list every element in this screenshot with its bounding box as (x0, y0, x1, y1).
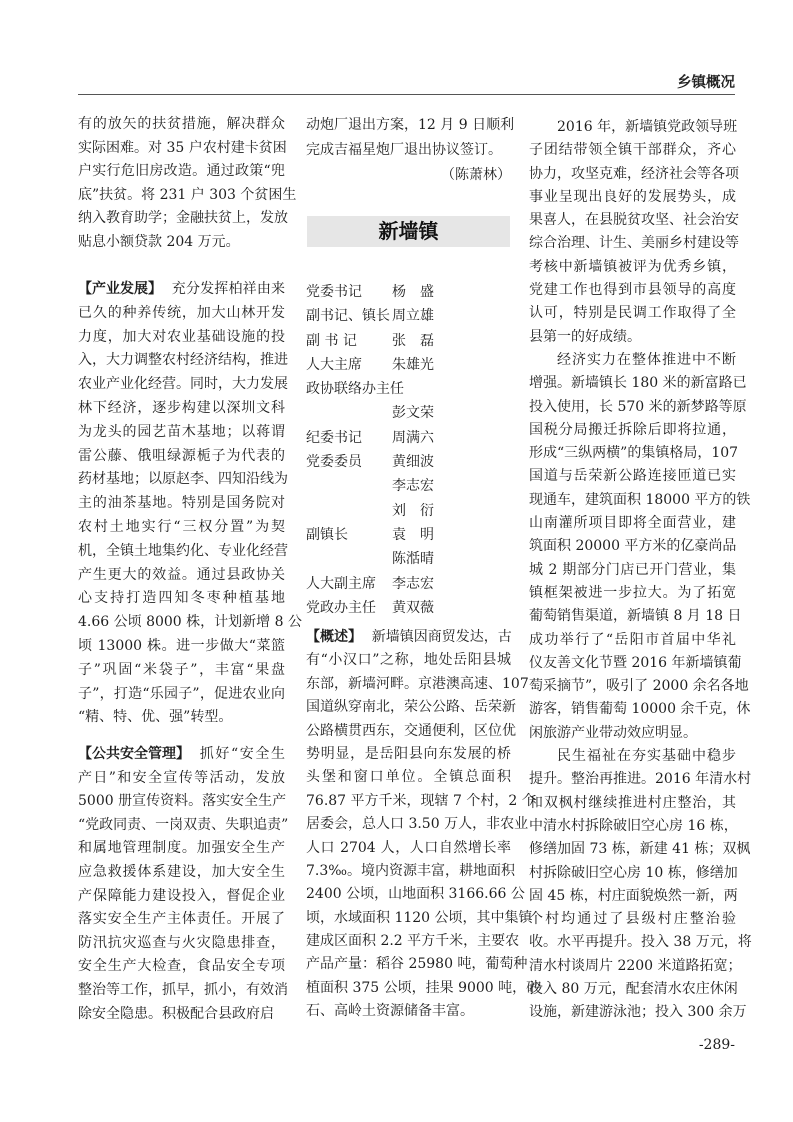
text-line: 事业呈现出良好的发展势头，成 (529, 188, 736, 205)
text-line: 设施，新建游泳池；投入 300 余万 (529, 1004, 747, 1021)
official-title (306, 499, 392, 523)
official-title (306, 547, 392, 571)
text-line: 5000 册宣传资料。落实安全生产 (78, 793, 287, 810)
paragraph (306, 113, 515, 163)
section-heading: 【公共安全管理】 (78, 746, 190, 762)
text-line: 有“小汉口”之称，地处岳阳县城 (306, 652, 511, 669)
official-name: 刘 衍 (392, 502, 434, 519)
text-line: 7.3‰。境内资源丰富，耕地面积 (306, 862, 516, 879)
official-title: 党政办主任 (306, 599, 376, 616)
text-line: 农业产业化经营。同时，大力发展 (78, 376, 288, 393)
text-line: 完成吉福星炮厂退出协议签订。 (306, 142, 502, 158)
text-line: 头堡和窗口单位。全镇总面积 (306, 769, 511, 786)
text-line: 综合治理、计生、美丽乡村建设等 (529, 235, 739, 252)
section-heading: 【产业发展】 (78, 281, 162, 297)
text-line: 形成“三纵两横”的集镇格局，107 (529, 445, 739, 462)
paragraph (529, 745, 752, 1025)
official-title: 纪委书记 (306, 429, 362, 446)
text-line: 入，大力调整农村经济结构，推进 (78, 352, 288, 369)
official-row (306, 547, 511, 571)
text-line: 机，全镇土地集约化、专业化经营 (78, 542, 288, 559)
text-line: 县第一的好成绩。 (529, 328, 641, 345)
text-line: 落实安全生产主体责任。开展了 (78, 911, 285, 928)
text-line: 整治等工作，抓早，抓小，有效消 (78, 981, 288, 998)
official-name: 周立雄 (392, 308, 434, 325)
text-line: 产生更大的效益。通过县政协关 (78, 566, 285, 583)
text-line-body: 充分发挥柏祥由来 (171, 281, 285, 297)
official-name: 朱雄光 (392, 356, 434, 373)
text-line: 山南灌所项目即将全面营业，建 (529, 515, 736, 532)
paragraph (529, 116, 739, 349)
text-line: 成功举行了“岳阳市首届中华礼 (529, 631, 736, 648)
text-line: 主的油茶基地。特别是国务院对 (78, 495, 285, 512)
text-line: 村拆除破旧空心房 10 栋，修缮加 (529, 864, 738, 881)
text-line: 个村均通过了县级村庄整治验 (529, 911, 736, 928)
officials-list (306, 280, 511, 620)
text-line: 现通车，建筑面积 18000 平方的铁 (529, 491, 751, 508)
text-line: 石、高岭土资源储备丰富。 (306, 1003, 474, 1020)
official-title: 副镇长 (306, 526, 348, 543)
official-name: 李志宏 (392, 478, 434, 495)
official-name: 黄细波 (392, 454, 434, 471)
text-line: 产保障能力建设投入，督促企业 (78, 887, 285, 904)
paragraph (78, 278, 302, 730)
text-line: 雷公藤、俄咀绿源栀子为代表的 (78, 447, 285, 464)
official-title: 人大主席 (306, 356, 362, 373)
official-title: 副书记、镇长 (306, 308, 390, 325)
town-section-title: 新墙镇 (307, 216, 510, 247)
official-row (306, 499, 511, 523)
paragraph (529, 349, 751, 745)
text-line (78, 278, 285, 302)
official-row (306, 304, 511, 328)
text-line: 顷，水域面积 1120 公顷，其中集镇 (306, 909, 533, 926)
text-line: 贴息小额贷款 204 万元。 (78, 233, 240, 250)
official-title: 党委书记 (306, 284, 362, 300)
section-heading: 【概述】 (306, 629, 362, 645)
text-line (306, 626, 511, 649)
text-line: 居委会，总人口 3.50 万人，非农业 (306, 816, 529, 833)
text-line: 东部，新墙河畔。京港澳高速、107 (306, 675, 529, 692)
text-line: 国道纵穿南北，荣公公路、岳荣新 (306, 699, 516, 716)
text-line: 镇框架被进一步拉大。为了拓宽 (529, 584, 736, 601)
text-line: 果喜人，在县脱贫攻坚、社会治安 (529, 212, 739, 229)
text-line: 人口 2704 人，人口自然增长率 (306, 839, 511, 856)
text-line: 已久的种养传统，加大山林开发 (78, 304, 285, 321)
paragraph (78, 743, 289, 1026)
official-row (306, 353, 511, 377)
text-line: 产品产量：稻谷 25980 吨，葡萄种 (306, 956, 528, 973)
official-name: 周满六 (392, 429, 434, 446)
text-line: 底”扶贫。将 231 户 303 个贫困生 (78, 186, 297, 203)
text-line: 纳入教育助学；金融扶贫上，发放 (78, 210, 288, 227)
text-line: 协力，攻坚克难，经济社会等各项 (529, 165, 739, 182)
official-row (306, 401, 511, 425)
official-row (306, 426, 511, 450)
paragraph (306, 626, 541, 1024)
text-line: 修缮加固 73 栋，新建 41 栋；双枫 (529, 841, 751, 858)
text-line: 国道与岳荣新公路连接匝道已实 (529, 468, 736, 485)
text-line: 葡萄销售渠道，新墙镇 8 月 18 日 (529, 608, 742, 625)
text-line: 子”，打造“乐园子”，促进农业向 (78, 685, 285, 702)
text-line: 收。水平再提升。投入 38 万元，将 (529, 934, 752, 951)
text-line: 提升。整治再推进。2016 年清水村 (529, 771, 752, 788)
page-number: -289- (698, 1037, 735, 1053)
text-line: 为龙头的园艺苗木基地；以蒋谓 (78, 423, 285, 440)
header-divider (78, 94, 735, 95)
official-title: 政协联络办主任 (306, 381, 404, 398)
official-row (306, 329, 511, 353)
official-row (306, 280, 511, 304)
text-line: 农村土地实行“三权分置”为契 (78, 518, 285, 535)
official-name: 袁 明 (392, 526, 434, 543)
text-line (78, 743, 285, 767)
text-line: 投入 80 万元，配套清水农庄休闲 (529, 981, 738, 998)
text-line: 增强。新墙镇长 180 米的新富路已 (529, 375, 747, 392)
text-line: 党建工作也得到市县领导的高度 (529, 282, 736, 299)
text-line: 公路横贯西东，交通便利，区位优 (306, 722, 516, 739)
text-line: 除安全隐患。积极配合县政府启 (78, 1005, 274, 1022)
official-row (306, 450, 511, 474)
official-row (306, 596, 511, 620)
official-name: 杨 盛 (392, 284, 434, 300)
text-line: “精、特、优、强”转型。 (78, 709, 233, 726)
text-line: 力度，加大对农业基础设施的投 (78, 328, 285, 345)
text-line: 游客，销售葡萄 10000 余千克，休 (529, 701, 751, 718)
text-line: 中清水村拆除破旧空心房 16 栋， (529, 817, 738, 834)
text-line: 安全生产大检查，食品安全专项 (78, 958, 285, 975)
text-line: 投入使用，长 570 米的新梦路等原 (529, 398, 747, 415)
text-line: 建成区面积 2.2 平方千米，主要农 (306, 933, 520, 950)
section-header-title: 乡镇概况 (677, 75, 735, 91)
text-line-body: 抓好“安全生 (199, 746, 285, 762)
text-line: 药材基地；以原赵李、四知沿线为 (78, 471, 288, 488)
text-line: 户实行危旧房改造。通过政策“兜 (78, 163, 285, 180)
text-line: 固 45 栋，村庄面貌焕然一新，两 (529, 887, 738, 904)
author-credit: （陈萧林） (441, 167, 511, 183)
paragraph (78, 113, 297, 255)
text-line: 4.66 公顷 8000 株，计划新增 8 公 (78, 614, 302, 631)
official-title: 人大副主席 (306, 575, 376, 592)
official-name: 彭文荣 (392, 405, 434, 422)
text-line: 子团结带领全镇干部群众，齐心 (529, 142, 736, 159)
text-line: 2400 公顷，山地面积 3166.66 公 (306, 886, 525, 903)
official-name: 黄双薇 (392, 599, 434, 616)
text-line: 仪友善文化节暨 2016 年新墙镇葡 (529, 654, 742, 671)
text-line: 心支持打造四知冬枣种植基地 (78, 590, 285, 607)
text-line: 动炮厂退出方案，12 月 9 日顺利 (306, 117, 515, 133)
text-line: 应急救援体系建设，加大安全生 (78, 863, 285, 880)
text-line: 防汛抗灾巡查与火灾隐患排查， (78, 934, 285, 951)
text-line: 和属地管理制度。加强安全生产 (78, 840, 285, 857)
text-line: 林下经济，逐步构建以深圳文科 (78, 399, 285, 416)
text-line: 顷 13000 株。进一步做大“菜篮 (78, 637, 285, 654)
text-line: 筑面积 20000 平方米的亿豪尚品 (529, 538, 737, 555)
text-line: 产日”和安全宣传等活动，发放 (78, 769, 285, 786)
official-name: 陈湉晴 (392, 551, 434, 568)
official-row (306, 474, 511, 498)
text-line: 植面积 375 公顷，挂果 9000 吨，砂 (306, 979, 541, 996)
official-name: 李志宏 (392, 575, 434, 592)
text-line: 和双枫村继续推进村庄整治，其 (529, 794, 736, 811)
text-line: 认可，特别是民调工作取得了全 (529, 305, 736, 322)
official-row (306, 523, 511, 547)
official-title (306, 474, 392, 498)
official-row (306, 377, 511, 401)
official-name: 张 磊 (392, 332, 434, 349)
text-line: 势明显，是岳阳县向东发展的桥 (306, 745, 511, 762)
text-line: 经济实力在整体推进中不断 (557, 352, 736, 368)
text-line: 清水村谈周片 2200 米道路拓宽； (529, 957, 742, 974)
official-row (306, 572, 511, 596)
text-line: 国税分局搬迁拆除后即将拉通， (529, 421, 736, 438)
official-title (306, 401, 392, 425)
text-line: 闲旅游产业带动效应明显。 (529, 724, 697, 741)
text-line: “党政同责、一岗双责、失职追责” (78, 816, 289, 833)
text-line: 有的放矢的扶贫措施，解决群众 (78, 116, 285, 132)
text-line: 考核中新墙镇被评为优秀乡镇， (529, 258, 736, 275)
text-line: 子”巩固“米袋子”，丰富“果盘 (78, 661, 285, 678)
text-line: 实际困难。对 35 户农村建卡贫困 (78, 139, 287, 156)
text-line-body: 新墙镇因商贸发达，古 (371, 629, 512, 645)
official-title: 党委委员 (306, 454, 362, 471)
text-line: 76.87 平方千米，现辖 7 个村，2 个 (306, 792, 536, 809)
official-title: 副 书 记 (306, 332, 357, 349)
text-line: 萄采摘节”，吸引了 2000 余名各地 (529, 678, 749, 695)
text-line: 2016 年，新墙镇党政领导班 (557, 119, 738, 135)
text-line: 民生福祉在夯实基础中稳步 (557, 748, 736, 765)
text-line: 城 2 期部分门店已开门营业，集 (529, 561, 736, 578)
